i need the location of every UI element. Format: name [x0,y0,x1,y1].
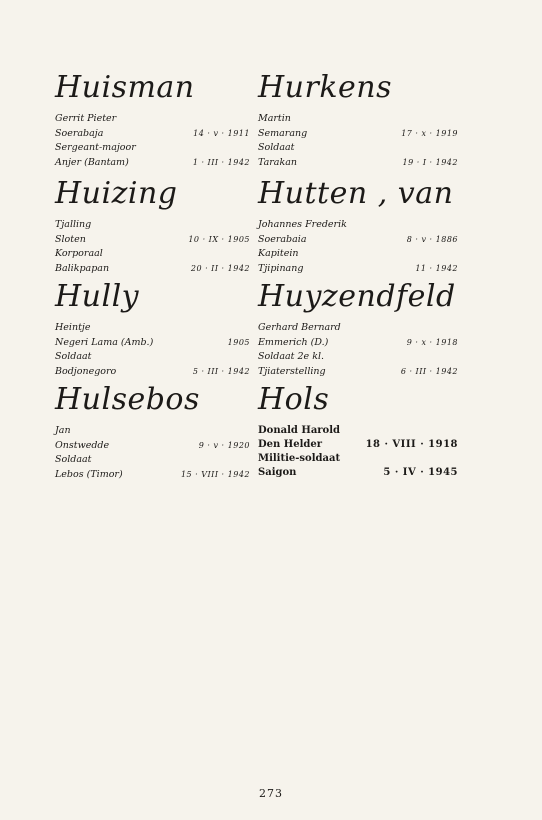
entry-row [258,336,458,351]
entry-huisman [55,70,250,176]
entry-row [258,365,458,380]
given-names: Martin [258,113,291,124]
given-names: Heintje [55,322,91,333]
death-place: Balikpapan [55,262,110,274]
death-place: Lebos (Timor) [55,468,123,480]
entry-row [258,127,458,142]
rank: Korporaal [55,248,103,259]
rank: Soldaat 2e kl. [258,351,325,362]
surname: Hulsebos [55,382,200,417]
death-date: 19 · I · 1942 [402,157,458,167]
entry-row [55,439,250,454]
entry-hutten-van [258,176,458,279]
entry-row [55,336,250,351]
rank: Soldaat [258,142,295,153]
birth-date: 10 · IX · 1905 [188,234,250,244]
entry-row [258,233,458,248]
entry-row [258,438,458,452]
rank: Sergeant-majoor [55,142,136,153]
page-number: 273 [259,787,283,800]
death-place: Tjipinang [258,262,304,274]
entry-row [258,247,458,262]
rank: Soldaat [55,351,92,362]
entry-hurkens [258,70,458,176]
entry-row [55,350,250,365]
birth-date: 8 · v · 1886 [406,234,458,244]
death-date: 5 · IV · 1945 [383,467,458,478]
entry-row [55,453,250,468]
entry-hulsebos [55,382,250,482]
entry-huyzendfeld [258,279,458,382]
entry-huizing [55,176,250,279]
death-place: Saigon [258,467,297,478]
entry-row [55,424,250,439]
birthplace: Negeri Lama (Amb.) [55,336,154,348]
birthplace: Den Helder [258,439,323,450]
given-names: Johannes Frederik [258,219,347,230]
right-column [258,70,458,480]
surname: Hully [55,279,140,314]
left-column [55,70,250,482]
entry-row [258,141,458,156]
death-place: Tarakan [258,156,298,168]
entry-row [258,424,458,438]
entry-hols [258,382,458,480]
rank: Soldaat [55,454,92,465]
birthplace: Semarang [258,127,308,139]
rank: Kapitein [258,248,299,259]
surname: Huyzendfeld [258,279,456,314]
death-date: 15 · VIII · 1942 [180,469,250,479]
surname: Huisman [55,70,195,105]
birthplace: Soerabaia [258,233,307,245]
entry-row [258,112,458,127]
entry-row [55,112,250,127]
death-date: 11 · 1942 [415,263,458,273]
surname: Hurkens [258,70,392,105]
surname: Huizing [55,176,178,211]
given-names: Gerrit Pieter [55,113,117,124]
birthplace: Soerabaja [55,127,104,139]
death-place: Anjer (Bantam) [55,156,129,168]
entry-row [55,321,250,336]
birth-date: 14 · v · 1911 [193,128,250,138]
entry-row [258,350,458,365]
given-names: Jan [55,425,71,436]
birth-date: 1905 [227,337,250,347]
given-names: Tjalling [55,219,92,230]
death-place: Tjiaterstelling [258,365,326,377]
birth-date: 9 · v · 1920 [198,440,250,450]
death-date: 20 · II · 1942 [190,263,250,273]
entry-row [258,218,458,233]
birth-date: 18 · VIII · 1918 [365,439,458,450]
entry-row [55,141,250,156]
entry-row [258,262,458,277]
entry-hully [55,279,250,382]
entry-row [258,321,458,336]
given-names: Gerhard Bernard [258,322,341,333]
entry-row [258,466,458,480]
rank: Militie-soldaat [258,453,341,464]
birthplace: Emmerich (D.) [258,336,329,348]
death-date: 1 · III · 1942 [192,157,250,167]
entry-row [55,262,250,277]
entry-row [55,468,250,483]
entry-row [55,218,250,233]
death-date: 5 · III · 1942 [192,366,250,376]
death-place: Bodjonegoro [55,365,117,377]
entry-row [55,127,250,142]
entry-row [55,247,250,262]
entry-row [55,233,250,248]
birth-date: 17 · x · 1919 [401,128,458,138]
entry-row [55,156,250,171]
birth-date: 9 · x · 1918 [406,337,458,347]
given-names: Donald Harold [258,425,341,436]
death-date: 6 · III · 1942 [400,366,458,376]
surname: Hols [258,382,330,417]
entry-row [258,156,458,171]
surname: Hutten , van [258,176,454,211]
entry-row [55,365,250,380]
birthplace: Sloten [55,233,86,245]
birthplace: Onstwedde [55,439,110,451]
entry-row [258,452,458,466]
